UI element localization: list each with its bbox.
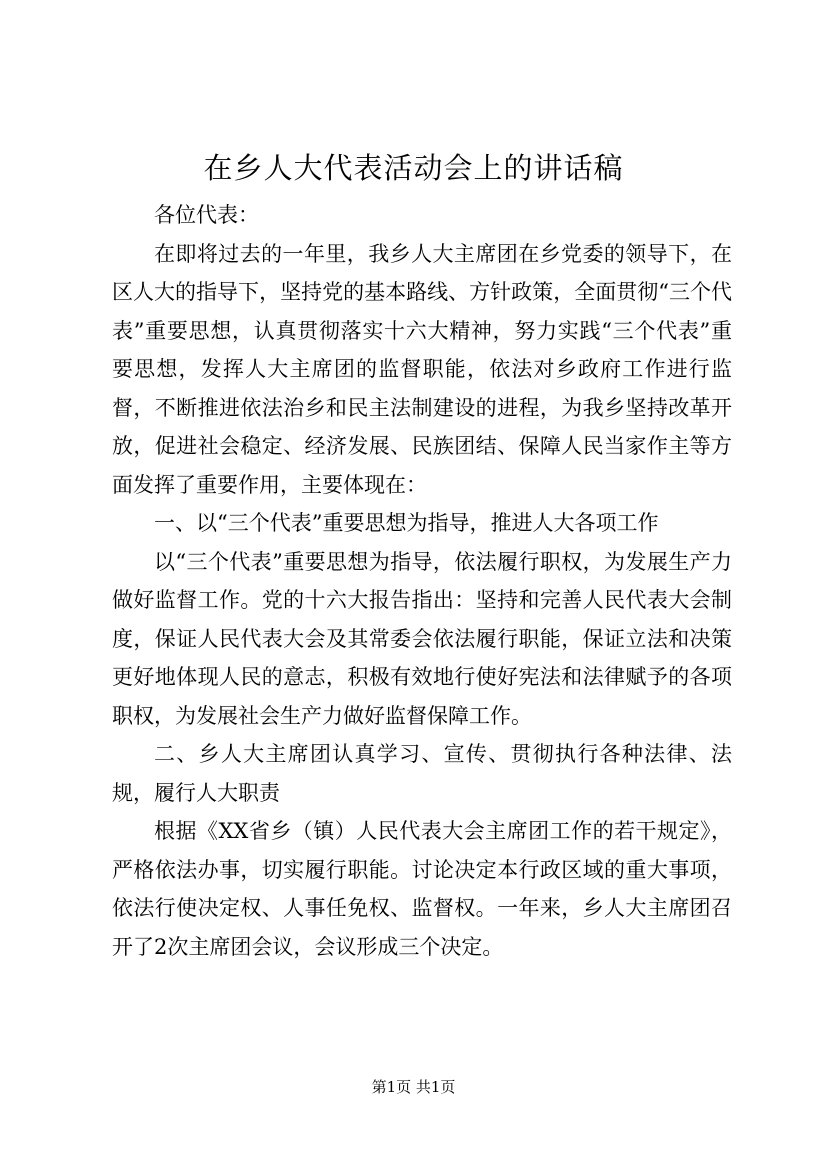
paragraph-intro: 在即将过去的一年里，我乡人大主席团在乡党委的领导下，在区人大的指导下，坚持党的基本路线、方针政策，全面贯彻“三个代表”重要思想，认真贯彻落实十六大精神，努力实践“三个代表”重要思想，发挥人大主席团的监督职能，依法对乡政府工作进行监督，不断推进依法治乡和民主法制建设的进程，为我乡坚持改革开放，促进社会稳定、经济发展、民族团结、保障人民当家作主等方面发挥了重要作用，主要体现在：	[112, 241, 732, 497]
page-number-footer: 第1页 共1页	[371, 1078, 456, 1096]
section-heading-2: 二、乡人大主席团认真学习、宣传、贯彻执行各种法律、法规，履行人大职责	[112, 742, 732, 805]
document-title: 在乡人大代表活动会上的讲话稿	[203, 151, 624, 185]
document-body	[112, 196, 732, 966]
salutation: 各位代表：	[154, 203, 259, 227]
paragraph-section-2: 根据《XX省乡（镇）人民代表大会主席团工作的若干规定》，严格依法办事，切实履行职能。讨论决定本行政区域的重大事项，依法行使决定权、人事任免权、监督权。一年来，乡人大主席团召开了2次主席团会议，会议形成三个决定。	[112, 819, 732, 959]
paragraph-section-1: 以“三个代表”重要思想为指导，依法履行职权，为发展生产力做好监督工作。党的十六大报告指出：坚持和完善人民代表大会制度，保证人民代表大会及其常委会依法履行职能，保证立法和决策更好地体现人民的意志，积极有效地行使好宪法和法律赋予的各项职权，为发展社会生产力做好监督保障工作。	[112, 549, 732, 728]
section-heading-1: 一、以“三个代表”重要思想为指导，推进人大各项工作	[154, 511, 659, 535]
